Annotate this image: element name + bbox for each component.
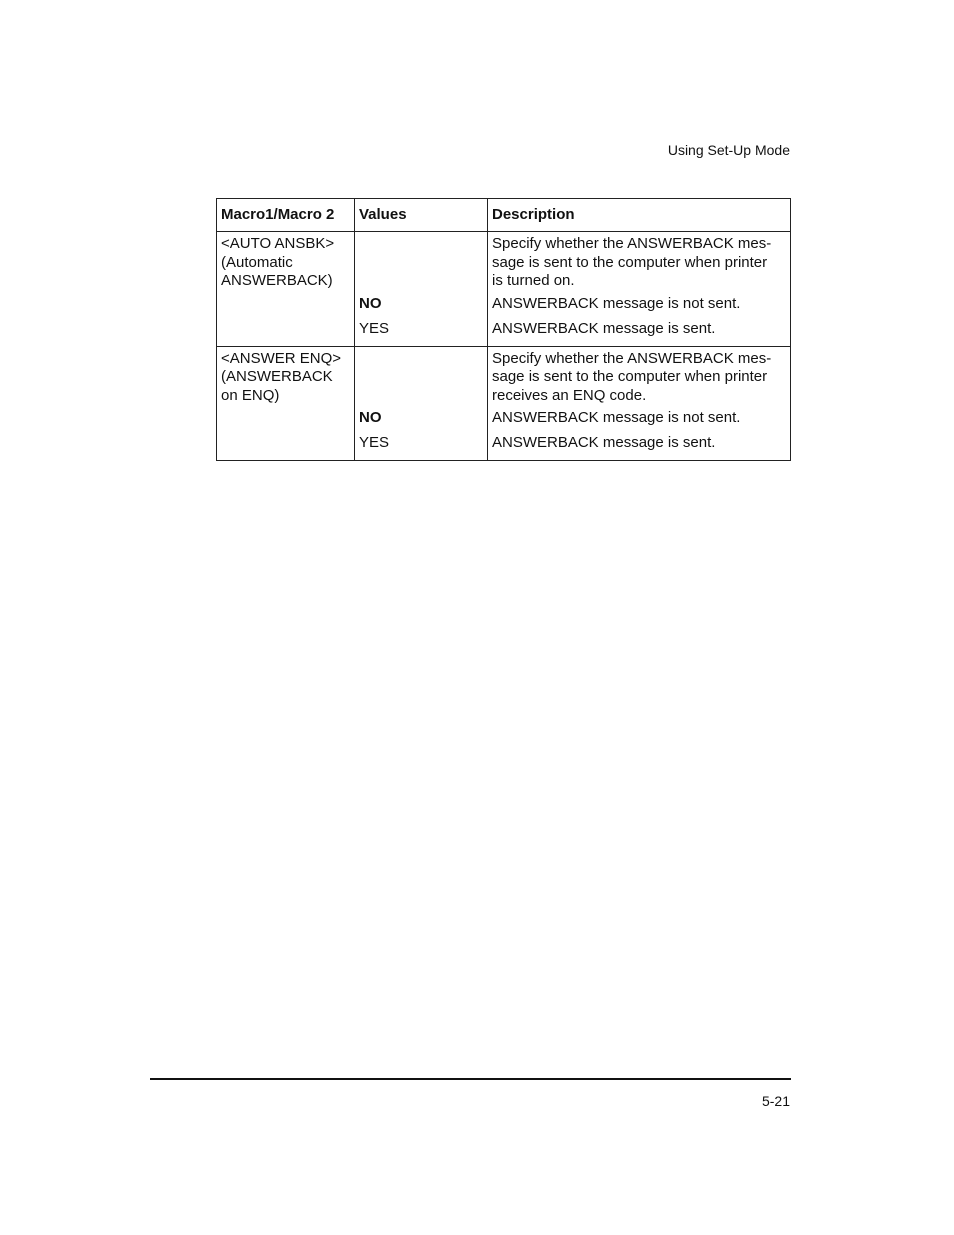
setting-cell [217,346,355,461]
setup-options-table [216,198,791,461]
setting-name: <AUTO ANSBK> [221,235,335,252]
table-row-answer-enq [217,346,791,461]
option-description: ANSWERBACK message is not sent. [492,409,741,426]
setting-label-line: (ANSWERBACK [221,368,333,385]
option-description: ANSWERBACK message is sent. [492,319,716,337]
description-cell [488,346,791,461]
values-cell [355,346,488,461]
column-header-values: Values [355,199,488,232]
setting-label-line: on ENQ) [221,386,280,404]
values-spacer [359,350,483,406]
table-header-row [217,199,791,232]
description-intro [492,235,786,291]
table-row-auto-ansbk [217,232,791,347]
setting-name: <ANSWER ENQ> [221,349,342,367]
description-line: sage is sent to the computer when printer [492,368,768,385]
values-cell [355,232,488,347]
value-option: YES [359,319,390,337]
value-option: YES [359,434,390,451]
option-description: ANSWERBACK message is not sent. [492,294,741,312]
description-line: Specify whether the ANSWERBACK mes- [492,235,772,252]
setting-cell [217,232,355,347]
option-description: ANSWERBACK message is sent. [492,434,716,451]
footer-rule [150,1078,791,1080]
description-line: is turned on. [492,272,575,289]
setting-label-line: (Automatic [221,253,293,271]
setting-label-line: ANSWERBACK) [221,272,333,289]
description-line: receives an ENQ code. [492,386,647,404]
description-line: Specify whether the ANSWERBACK mes- [492,349,772,367]
value-option-default: NO [359,294,382,312]
description-line: sage is sent to the computer when printer [492,253,768,271]
running-header: Using Set-Up Mode [667,142,790,158]
value-option-default: NO [359,409,382,426]
description-cell [488,232,791,347]
column-header-setting: Macro1/Macro 2 [217,199,355,232]
description-intro [492,350,786,406]
values-spacer [359,235,483,291]
column-header-description: Description [488,199,791,232]
page-number: 5-21 [761,1093,790,1109]
